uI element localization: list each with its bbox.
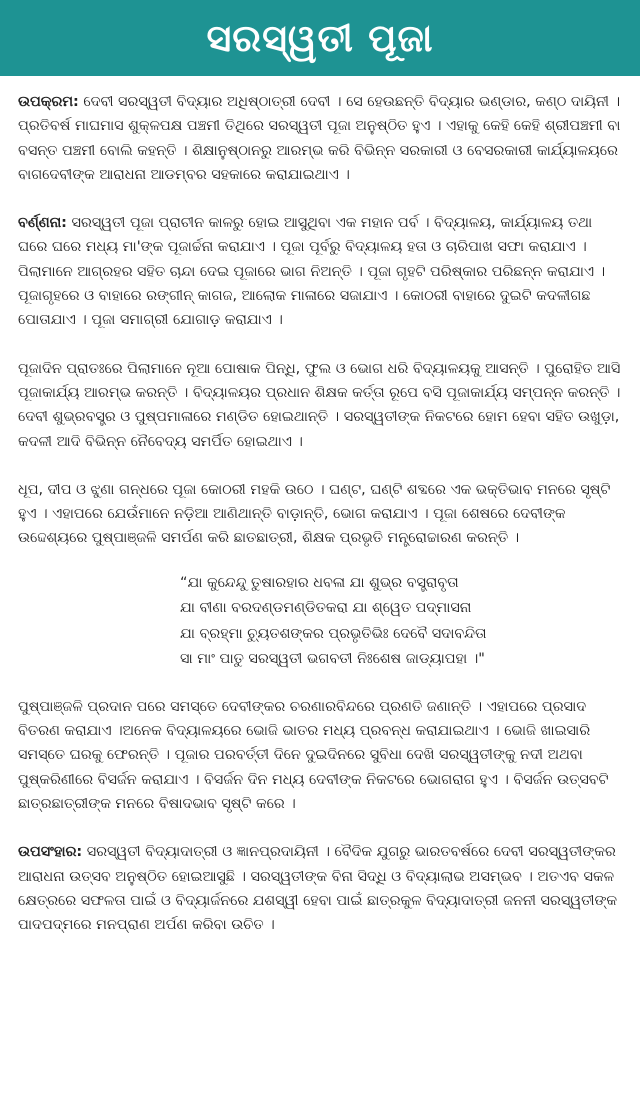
page-title: ସରସ୍ୱତୀ ପୂଜା xyxy=(206,15,434,60)
verse-line: “ଯା କୁନ୍ଦେନ୍ଦୁ ତୁଷାରହାର ଧବଳା ଯା ଶୁଭ୍ର ବସ୍ତ୍ରାବୃତା xyxy=(180,574,459,591)
verse-line: ଯା ବୀଣା ବରଦଣ୍ଡମଣ୍ଡିତକରା ଯା ଶ୍ୱେତ ପଦ୍ମାସନା xyxy=(180,600,472,617)
essay-body xyxy=(0,76,640,937)
worship-day-paragraph: ପୂଜାଦିନ ପ୍ରାତଃରେ ପିଲାମାନେ ନୂଆ ପୋଷାକ ପିନ୍ଧି, ଫୁଲ ଓ ଭୋଗ ଧରି ବିଦ୍ୟାଳୟକୁ ଆସନ୍ତି । ପୁରୋହିତ ଆସି ପୂଜାକାର୍ଯ୍ୟ ଆରମ୍ଭ କରନ୍ତି । ବିଦ୍ୟାଳୟର ପ୍ରଧାନ ଶିକ୍ଷକ କର୍ତ୍ତା ରୂପେ ବସି ପୂଜାକାର୍ଯ୍ୟ ସମ୍ପନ୍ନ କରନ୍ତି । ଦେବୀ ଶୁଭ୍ରବସ୍ତ୍ର ଓ ପୁଷ୍ପମାଳାରେ ମଣ୍ଡିତ ହୋଇଥାନ୍ତି । ସରସ୍ୱତୀଙ୍କ ନିକଟରେ ହୋମ ହେବା ସହିତ ଉଖୁଡ଼ା, କଦଳୀ ଆଦି ବିଭିନ୍ନ ନୈବେଦ୍ୟ ସମର୍ପିତ ହୋଇଥାଏ । xyxy=(18,360,621,450)
description-label: ବର୍ଣ୍ଣନା: xyxy=(18,215,67,232)
conclusion-label: ଉପସଂହାର: xyxy=(18,844,83,861)
conclusion-paragraph xyxy=(18,840,622,937)
rituals-paragraph: ଧୂପ, ଦୀପ ଓ ଝୁଣା ଗନ୍ଧରେ ପୂଜା କୋଠରୀ ମହକି ଉଠେ । ଘଣ୍ଟ, ଘଣ୍ଟି ଶବ୍ଦରେ ଏକ ଭକ୍ତିଭାବ ମନରେ ସୃଷ୍ଟି ହୁଏ । ଏହାପରେ ଯେଉଁମାନେ ନଡ଼ିଆ ଆଣିଥାନ୍ତି ବାଡ଼ାନ୍ତି, ଭୋଗ କରାଯାଏ । ପୂଜା ଶେଷରେ ଦେବୀଙ୍କ ଉଦ୍ଦେଶ୍ୟରେ ପୁଷ୍ପାଞ୍ଜଳି ସମର୍ପଣ କରି ଛାତଛାତ୍ରୀ, ଶିକ୍ଷକ ପ୍ରଭୃତି ମନ୍ତ୍ରୋଚ୍ଚାରଣ କରନ୍ତି । xyxy=(18,481,611,547)
immersion-paragraph: ପୁଷ୍ପାଞ୍ଜଳି ପ୍ରଦାନ ପରେ ସମସ୍ତେ ଦେବୀଙ୍କର ଚରଣାରବିନ୍ଦରେ ପ୍ରଣତି ଜଣାନ୍ତି । ଏହାପରେ ପ୍ରସାଦ ବିତରଣ କରାଯାଏ ।ଅନେକ ବିଦ୍ୟାଳୟରେ ଭୋଜି ଭାତର ମଧ୍ୟ ପ୍ରବନ୍ଧ କରାଯାଇଥାଏ । ଭୋଜି ଖାଇସାରି ସମସ୍ତେ ଘରକୁ ଫେରନ୍ତି । ପୂଜାର ପରବର୍ତ୍ତୀ ଦିନେ ଦୁଇଦିନରେ ସୁବିଧା ଦେଖି ସରସ୍ୱତୀଙ୍କୁ ନଦୀ ଅଥବା ପୁଷ୍କରିଣୀରେ ବିସର୍ଜନ କରାଯାଏ । ବିସର୍ଜନ ଦିନ ମଧ୍ୟ ଦେବୀଙ୍କ ନିକଟରେ ଭୋଗରାଗ ହୁଏ । ବିସର୍ଜନ ଉତ୍ସବଟି ଛାତ୍ରଛାତ୍ରୀଙ୍କ ମନରେ ବିଷାଦଭାବ ସୃଷ୍ଟି କରେ । xyxy=(18,698,609,812)
conclusion-text: ସରସ୍ୱତୀ ବିଦ୍ୟାଦାତ୍ରୀ ଓ ଜ୍ଞାନପ୍ରଦାୟିନୀ । ବୈଦିକ ଯୁଗରୁ ଭାରତବର୍ଷରେ ଦେବୀ ସରସ୍ୱତୀଙ୍କର ଆରାଧନା ଉତ୍ସବ ଅନୁଷ୍ଠିତ ହୋଇଆସୁଛି । ସରସ୍ୱତୀଙ୍କ ବିନା ସିଦ୍ଧି ଓ ବିଦ୍ୟାଲାଭ ଅସମ୍ଭବ । ଅତଏବ ସକଳ କ୍ଷେତ୍ରରେ ସଫଳତା ପାଇଁ ଓ ବିଦ୍ୟାର୍ଜନରେ ଯଶସ୍ୱୀ ହେବା ପାଇଁ ଛାତ୍ରକୁଳ ବିଦ୍ୟାଦାତ୍ରୀ ଜନନୀ ସରସ୍ୱତୀଙ୍କ ପାଦପଦ୍ମରେ ମନପ୍ରାଣ ଅର୍ପଣ କରିବା ଉଚିତ । xyxy=(18,844,618,934)
description-paragraph xyxy=(18,211,622,332)
page-header xyxy=(0,0,640,76)
intro-paragraph xyxy=(18,90,622,187)
intro-label: ଉପକ୍ରମ: xyxy=(18,94,79,110)
verse-line: ଯା ବ୍ରହ୍ମା ଚ୍ୟୁତଶଙ୍କର ପ୍ରଭୃତିଭିଃ ଦେବୈ ସଦାବନ୍ଦିତା xyxy=(180,625,487,642)
mantra-verse xyxy=(180,571,622,673)
verse-line: ସା ମାଂ ପାତୁ ସରସ୍ୱତୀ ଭଗବତୀ ନିଃଶେଷ ଜାଡ୍ୟାପହା ।" xyxy=(180,651,485,668)
intro-text: ଦେବୀ ସରସ୍ୱତୀ ବିଦ୍ୟାର ଅଧିଷ୍ଠାତ୍ରୀ ଦେବୀ । ସେ ହେଉଛନ୍ତି ବିଦ୍ୟାର ଭଣ୍ଡାର, କଣ୍ଠ ଦାୟିନୀ । ପ୍ରତିବର୍ଷ ମାଘମାସ ଶୁକ୍ଳପକ୍ଷ ପଞ୍ଚମୀ ତିଥିରେ ସରସ୍ୱତୀ ପୂଜା ଅନୁଷ୍ଠିତ ହୁଏ । ଏହାକୁ କେହି କେହି ଶ୍ରୀପଞ୍ଚମୀ ବା ବସନ୍ତ ପଞ୍ଚମୀ ବୋଲି କହନ୍ତି । ଶିକ୍ଷାନୁଷ୍ଠାନରୁ ଆରମ୍ଭ କରି ବିଭିନ୍ନ ସରକାରୀ ଓ ବେସରକାରୀ କାର୍ଯ୍ୟାଳୟରେ ବାଗଦେବୀଙ୍କ ଆରାଧନା ଆଡମ୍ବର ସହକାରେ କରାଯାଇଥାଏ । xyxy=(18,94,621,183)
description-text: ସରସ୍ୱତୀ ପୂଜା ପ୍ରାଚୀନ କାଳରୁ ହୋଇ ଆସୁଥିବା ଏକ ମହାନ ପର୍ବ । ବିଦ୍ୟାଳୟ, କାର୍ଯ୍ୟାଳୟ ତଥା ଘରେ ଘରେ ମଧ୍ୟ ମା'ଙ୍କ ପୂଜାର୍ଚ୍ଚନା କରାଯାଏ । ପୂଜା ପୂର୍ବରୁ ବିଦ୍ୟାଳୟ ହତା ଓ ଚାରିପାଖ ସଫା କରାଯାଏ । ପିଲାମାନେ ଆଗ୍ରହର ସହିତ ଚାନ୍ଦା ଦେଇ ପୂଜାରେ ଭାଗ ନିଅନ୍ତି । ପୂଜା ଗୃହଟି ପରିଷ୍କାର ପରିଛନ୍ନ କରାଯାଏ । ପୂଜାଗୃହରେ ଓ ବାହାରେ ରଙ୍ଗୀନ୍ କାଗଜ, ଆଲୋକ ମାଳାରେ ସଜାଯାଏ । କୋଠରୀ ବାହାରେ ଦୁଇଟି କଦଳୀଗଛ ପୋତାଯାଏ । ପୂଜା ସମାଗ୍ରୀ ଯୋଗାଡ଼ କରାଯାଏ । xyxy=(18,215,606,329)
